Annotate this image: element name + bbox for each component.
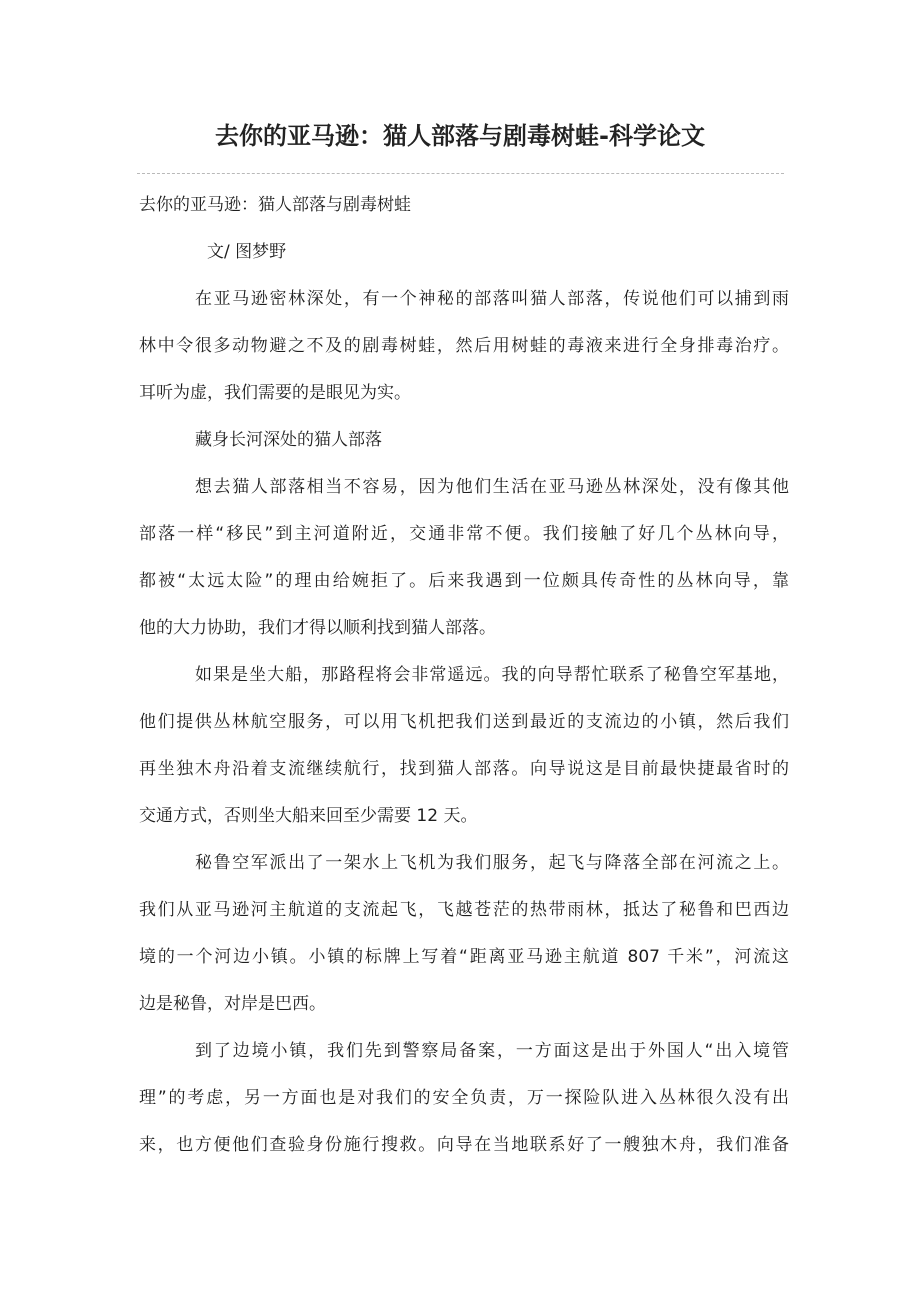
text-line: 秘鲁空军派出了一架水上飞机为我们服务，起飞与降落全部在河流之上。 bbox=[195, 853, 789, 873]
article-body bbox=[139, 182, 789, 1169]
text-line: 林中令很多动物避之不及的剧毒树蛙，然后用树蛙的毒液来进行全身排毒治疗。 bbox=[139, 336, 789, 356]
author-line: 文/ 图梦野 bbox=[207, 242, 287, 262]
text-line: 边是秘鲁，对岸是巴西。 bbox=[139, 994, 326, 1014]
text-line: 都被“太远太险”的理由给婉拒了。后来我遇到一位颇具传奇性的丛林向导，靠 bbox=[139, 571, 789, 591]
text-line: 再坐独木舟沿着支流继续航行，找到猫人部落。向导说这是目前最快捷最省时的 bbox=[139, 759, 789, 779]
text-line: 在亚马逊密林深处，有一个神秘的部落叫猫人部落，传说他们可以捕到雨 bbox=[195, 289, 789, 309]
text-line: 境的一个河边小镇。小镇的标牌上写着“距离亚马逊主航道 807 千米”，河流这 bbox=[139, 947, 789, 967]
document-title: 去你的亚马逊：猫人部落与剧毒树蛙-科学论文 bbox=[215, 122, 705, 150]
text-line: 到了边境小镇，我们先到警察局备案，一方面这是出于外国人“出入境管 bbox=[195, 1041, 789, 1061]
text-line: 理”的考虑，另一方面也是对我们的安全负责，万一探险队进入丛林很久没有出 bbox=[139, 1088, 789, 1108]
text-line: 耳听为虚，我们需要的是眼见为实。 bbox=[139, 383, 411, 403]
title-divider bbox=[137, 173, 784, 174]
section-heading: 藏身长河深处的猫人部落 bbox=[195, 430, 382, 450]
text-line: 我们从亚马逊河主航道的支流起飞，飞越苍茫的热带雨林，抵达了秘鲁和巴西边 bbox=[139, 900, 789, 920]
text-line: 部落一样“移民”到主河道附近，交通非常不便。我们接触了好几个丛林向导， bbox=[139, 524, 789, 544]
text-line: 来，也方便他们查验身份施行搜救。向导在当地联系好了一艘独木舟，我们准备 bbox=[139, 1135, 789, 1155]
text-line: 想去猫人部落相当不容易，因为他们生活在亚马逊丛林深处，没有像其他 bbox=[195, 477, 789, 497]
text-line: 他们提供丛林航空服务，可以用飞机把我们送到最近的支流边的小镇，然后我们 bbox=[139, 712, 789, 732]
article-subtitle: 去你的亚马逊：猫人部落与剧毒树蛙 bbox=[139, 195, 411, 215]
text-line: 交通方式，否则坐大船来回至少需要 12 天。 bbox=[139, 806, 478, 826]
text-line: 如果是坐大船，那路程将会非常遥远。我的向导帮忙联系了秘鲁空军基地， bbox=[195, 665, 789, 685]
text-line: 他的大力协助，我们才得以顺利找到猫人部落。 bbox=[139, 618, 496, 638]
